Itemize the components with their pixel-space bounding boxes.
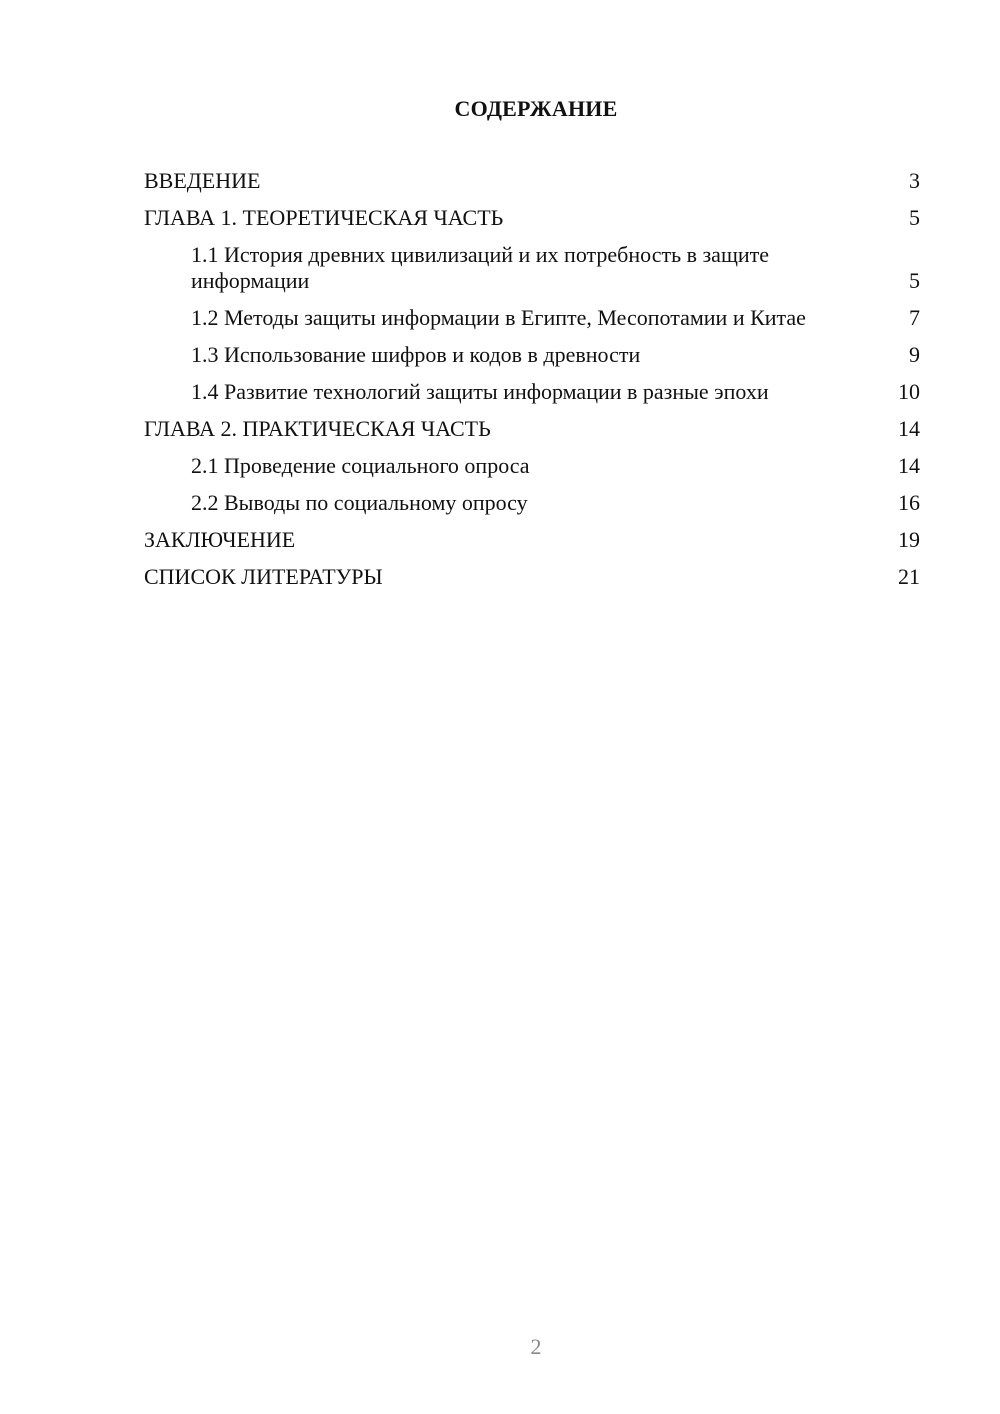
toc-entry-label: 1.2 Методы защиты информации в Египте, Месопотамии и Китае	[191, 305, 806, 330]
page-number: 2	[530, 1334, 542, 1359]
toc-entry-page: 7	[909, 305, 920, 330]
toc-entry-chapter-2[interactable]	[144, 416, 920, 442]
toc-entry-references[interactable]	[144, 564, 920, 590]
toc-entry-page: 3	[909, 168, 920, 193]
toc-entry-section-1-4[interactable]	[144, 379, 920, 405]
toc-entry-page: 5	[909, 205, 920, 230]
toc-entry-page: 14	[898, 416, 920, 441]
toc-entry-chapter-1[interactable]	[144, 205, 920, 231]
toc-entry-section-1-1[interactable]	[144, 242, 920, 294]
toc-entry-label: 1.3 Использование шифров и кодов в древности	[191, 342, 641, 367]
toc-entry-label: ГЛАВА 1. ТЕОРЕТИЧЕСКАЯ ЧАСТЬ	[144, 205, 504, 230]
toc-title: СОДЕРЖАНИЕ	[454, 96, 618, 121]
toc-entry-label: 1.1 История древних цивилизаций и их потребность в защите информации	[191, 242, 770, 293]
toc-entry-page: 19	[898, 527, 920, 552]
toc-entry-page: 14	[898, 453, 920, 478]
toc-entry-page: 21	[898, 564, 920, 589]
toc-entry-label: 2.1 Проведение социального опроса	[191, 453, 530, 478]
toc-entry-label: ВВЕДЕНИЕ	[144, 168, 261, 193]
toc-entry-label: ГЛАВА 2. ПРАКТИЧЕСКАЯ ЧАСТЬ	[144, 416, 491, 441]
toc-entry-section-2-1[interactable]	[144, 453, 920, 479]
toc-entry-label: СПИСОК ЛИТЕРАТУРЫ	[144, 564, 383, 589]
table-of-contents	[144, 168, 920, 601]
toc-entry-conclusion[interactable]	[144, 527, 920, 553]
toc-entry-section-1-2[interactable]	[144, 305, 920, 331]
toc-entry-section-2-2[interactable]	[144, 490, 920, 516]
toc-entry-introduction[interactable]	[144, 168, 920, 194]
toc-entry-label: ЗАКЛЮЧЕНИЕ	[144, 527, 296, 552]
toc-entry-page: 10	[898, 379, 920, 404]
toc-entry-label: 1.4 Развитие технологий защиты информации в разные эпохи	[191, 379, 769, 404]
toc-entry-page: 5	[909, 268, 920, 293]
toc-entry-section-1-3[interactable]	[144, 342, 920, 368]
toc-entry-label: 2.2 Выводы по социальному опросу	[191, 490, 528, 515]
toc-entry-page: 16	[898, 490, 920, 515]
toc-entry-page: 9	[909, 342, 920, 367]
